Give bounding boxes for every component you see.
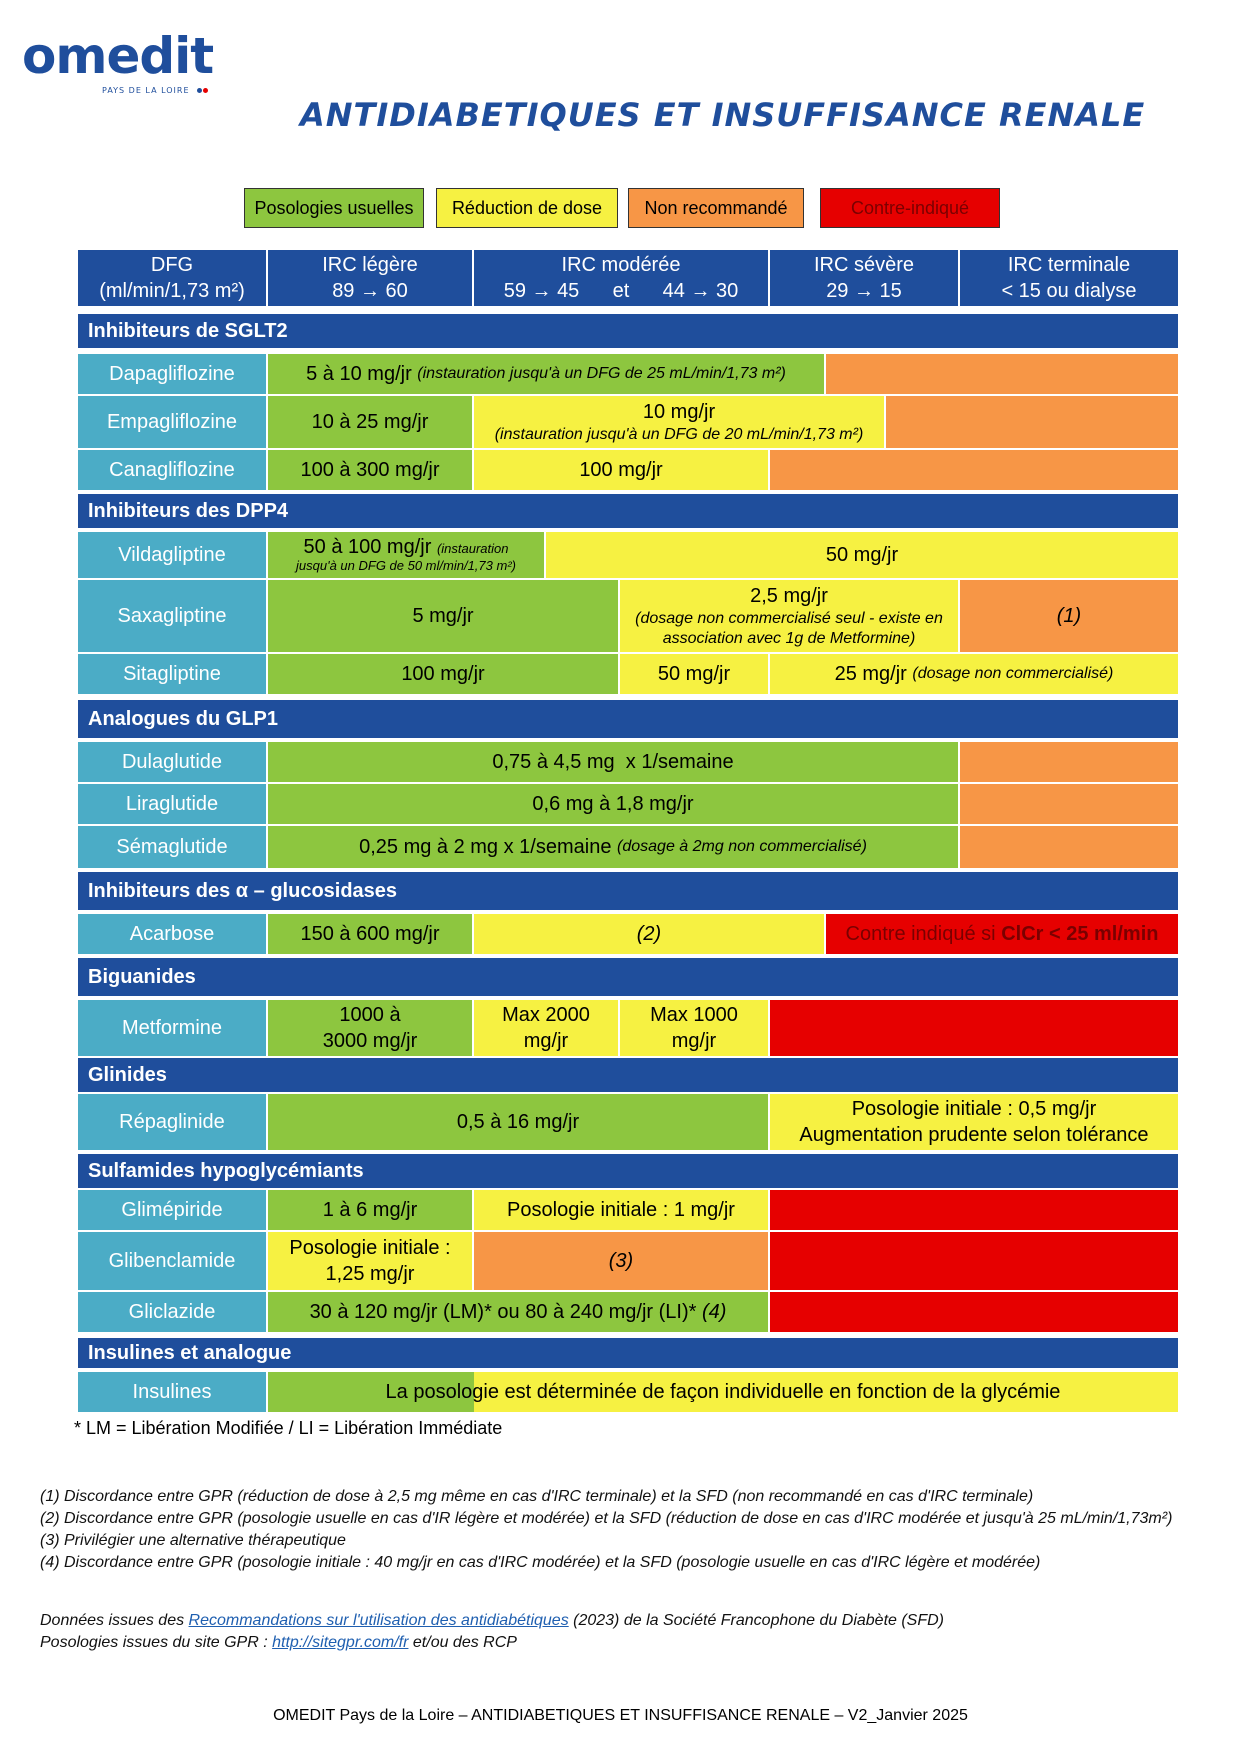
saxagliptine-dose-reduite: 2,5 mg/jr (dosage non commercialisé seul - existe en association avec 1g de Metformine) [620,580,958,652]
drug-canagliflozine: Canagliflozine [78,450,266,490]
vildagliptine-dose-reduite: 50 mg/jr [546,532,1178,578]
glibenclamide-contre-indique [770,1232,1178,1290]
header-dfg: DFG (ml/min/1,73 m²) [78,250,266,306]
sitagliptine-dose-severe: 25 mg/jr (dosage non commercialisé) [770,654,1178,694]
drug-glibenclamide: Glibenclamide [78,1232,266,1290]
dapagliflozine-non-recommande [826,354,1178,394]
empagliflozine-non-recommande [886,396,1178,448]
gliclazide-contre-indique [770,1292,1178,1332]
drug-vildagliptine: Vildagliptine [78,532,266,578]
acarbose-contre-indique: Contre indiqué si ClCr < 25 ml/min [826,914,1178,954]
liraglutide-dose: 0,6 mg à 1,8 mg/jr [268,784,958,824]
sitagliptine-dose-moderee: 50 mg/jr [620,654,768,694]
section-alpha-glucosidases: Inhibiteurs des α – glucosidases [78,872,1178,910]
acarbose-ref-2: (2) [474,914,824,954]
saxagliptine-ref-1: (1) [960,580,1178,652]
metformine-dose-moderee-2: Max 1000 mg/jr [620,1000,768,1056]
header-irc-terminale: IRC terminale < 15 ou dialyse [960,250,1178,306]
page-footer: OMEDIT Pays de la Loire – ANTIDIABETIQUES ET INSUFFISANCE RENALE – V2_Janvier 2025 [273,1707,968,1724]
drug-empagliflozine: Empagliflozine [78,396,266,448]
drug-dulaglutide: Dulaglutide [78,742,266,782]
empagliflozine-dose-usuelle: 10 à 25 mg/jr [268,396,472,448]
canagliflozine-dose-usuelle: 100 à 300 mg/jr [268,450,472,490]
drug-dapagliflozine: Dapagliflozine [78,354,266,394]
acarbose-dose-usuelle: 150 à 600 mg/jr [268,914,472,954]
section-glp1: Analogues du GLP1 [78,700,1178,738]
header-irc-severe: IRC sévère 29 → 15 [770,250,958,306]
section-insulines: Insulines et analogue [78,1338,1178,1368]
semaglutide-dose: 0,25 mg à 2 mg x 1/semaine (dosage à 2mg non commercialisé) [268,826,958,868]
logo-region: PAYS DE LA LOIRE [102,86,190,95]
gliclazide-dose: 30 à 120 mg/jr (LM)* ou 80 à 240 mg/jr (LI)* (4) [268,1292,768,1332]
glimepiride-dose-reduite: Posologie initiale : 1 mg/jr [474,1190,768,1230]
section-sglt2: Inhibiteurs de SGLT2 [78,314,1178,348]
header-irc-legere: IRC légère 89 → 60 [268,250,472,306]
drug-gliclazide: Gliclazide [78,1292,266,1332]
repaglinide-dose-usuelle: 0,5 à 16 mg/jr [268,1094,768,1150]
glimepiride-dose-usuelle: 1 à 6 mg/jr [268,1190,472,1230]
glibenclamide-ref-3: (3) [474,1232,768,1290]
insulines-dose: La posologie est déterminée de façon individuelle en fonction de la glycémie [268,1372,1178,1412]
section-dpp4: Inhibiteurs des DPP4 [78,494,1178,528]
legend-reduction: Réduction de dose [436,188,618,228]
drug-glimepiride: Glimépiride [78,1190,266,1230]
drug-semaglutide: Sémaglutide [78,826,266,868]
sfd-recommandations-link[interactable]: Recommandations sur l'utilisation des antidiabétiques [188,1612,569,1629]
metformine-dose-usuelle: 1000 à 3000 mg/jr [268,1000,472,1056]
liraglutide-non-recommande [960,784,1178,824]
page-title: ANTIDIABETIQUES ET INSUFFISANCE RENALE [300,96,1146,134]
glibenclamide-dose-reduite: Posologie initiale : 1,25 mg/jr [268,1232,472,1290]
saxagliptine-dose-usuelle: 5 mg/jr [268,580,618,652]
source-gpr: Posologies issues du site GPR : http://sitegpr.com/fr et/ou des RCP [40,1634,517,1651]
canagliflozine-dose-reduite: 100 mg/jr [474,450,768,490]
drug-insulines: Insulines [78,1372,266,1412]
dapagliflozine-dose: 5 à 10 mg/jr (instauration jusqu'à un DFG de 25 mL/min/1,73 m²) [268,354,824,394]
drug-repaglinide: Répaglinide [78,1094,266,1150]
glimepiride-contre-indique [770,1190,1178,1230]
sitagliptine-dose-usuelle: 100 mg/jr [268,654,618,694]
footnote-2: (2) Discordance entre GPR (posologie usuelle en cas d'IR légère et modérée) et la SFD (réduction de dose en cas d'IRC modérée et jusqu'à 25 mL/min/1,73m²) [40,1510,1173,1527]
section-sulfamides: Sulfamides hypoglycémiants [78,1154,1178,1188]
logo-dots-icon [196,86,208,95]
dulaglutide-dose: 0,75 à 4,5 mg x 1/semaine [268,742,958,782]
metformine-dose-moderee-1: Max 2000 mg/jr [474,1000,618,1056]
drug-acarbose: Acarbose [78,914,266,954]
lm-li-note: * LM = Libération Modifiée / LI = Libération Immédiate [74,1418,503,1438]
section-biguanides: Biguanides [78,958,1178,996]
legend-non-recommande: Non recommandé [628,188,804,228]
dulaglutide-non-recommande [960,742,1178,782]
semaglutide-non-recommande [960,826,1178,868]
metformine-contre-indique [770,1000,1178,1056]
legend-contre-indique: Contre-indiqué [820,188,1000,228]
logo-word: omedit [22,27,214,85]
repaglinide-dose-reduite: Posologie initiale : 0,5 mg/jr Augmentation prudente selon tolérance [770,1094,1178,1150]
footnote-4: (4) Discordance entre GPR (posologie initiale : 40 mg/jr en cas d'IRC modérée) et la SFD (posologie usuelle en cas d'IRC légère et modérée) [40,1554,1041,1571]
drug-metformine: Metformine [78,1000,266,1056]
empagliflozine-dose-reduite: 10 mg/jr (instauration jusqu'à un DFG de 20 mL/min/1,73 m²) [474,396,884,448]
drug-liraglutide: Liraglutide [78,784,266,824]
footnote-1: (1) Discordance entre GPR (réduction de dose à 2,5 mg même en cas d'IRC terminale) et la SFD (non recommandé en cas d'IRC terminale) [40,1488,1034,1505]
section-glinides: Glinides [78,1058,1178,1092]
legend-usuelle: Posologies usuelles [244,188,424,228]
vildagliptine-dose-usuelle: 50 à 100 mg/jr (instauration jusqu'à un DFG de 50 ml/min/1,73 m²) [268,532,544,578]
canagliflozine-non-recommande [770,450,1178,490]
drug-sitagliptine: Sitagliptine [78,654,266,694]
source-sfd: Données issues des Recommandations sur l'utilisation des antidiabétiques (2023) de la Société Francophone du Diabète (SFD) [40,1612,945,1629]
gpr-site-link[interactable]: http://sitegpr.com/fr [272,1634,409,1651]
drug-saxagliptine: Saxagliptine [78,580,266,652]
header-irc-moderee: IRC modérée 59 → 45 et 44 → 30 [474,250,768,306]
footnote-3: (3) Privilégier une alternative thérapeutique [40,1532,346,1549]
omedit-logo [22,28,222,98]
